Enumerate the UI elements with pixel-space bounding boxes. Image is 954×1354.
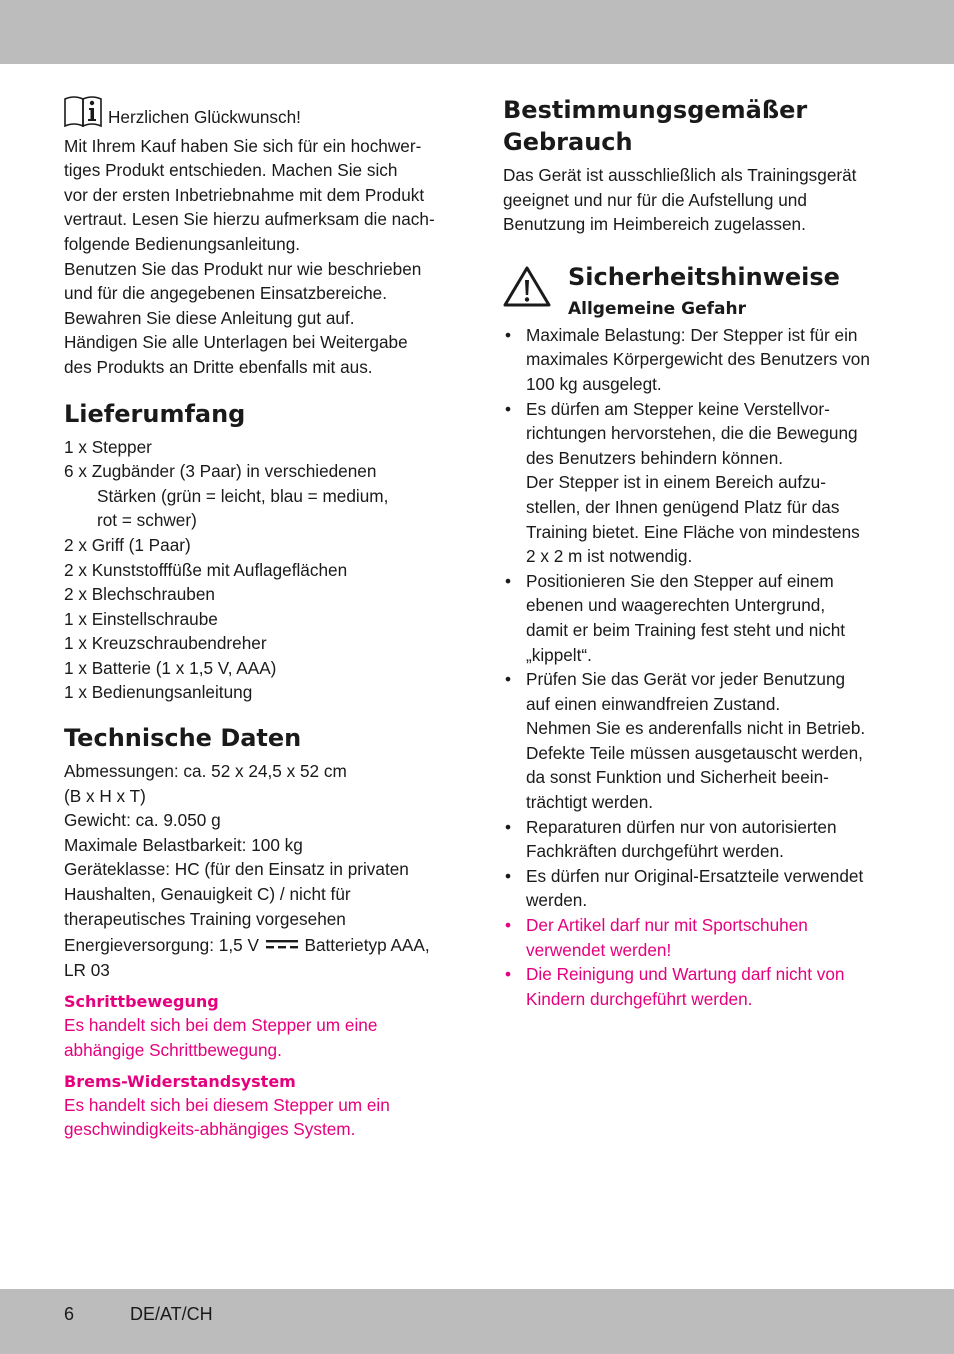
list-item: 2 x Kunststofffüße mit Auflageflächen <box>64 559 348 580</box>
intro-line: Bewahren Sie diese Anleitung gut auf. <box>64 307 355 328</box>
bullet-icon: • <box>505 570 512 591</box>
list-item: 2 x Griff (1 Paar) <box>64 534 191 555</box>
intro-line: tiges Produkt entschieden. Machen Sie sich <box>64 160 398 181</box>
safety-list <box>503 323 903 1012</box>
sicherheit-heading: Sicherheitshinweise <box>568 262 840 291</box>
list-item-line: Defekte Teile müssen ausgetauscht werden, <box>526 742 863 763</box>
schrittbewegung-heading: Schrittbewegung <box>64 992 219 1012</box>
list-item <box>503 397 903 569</box>
list-item-line: damit er beim Training fest steht und nicht <box>526 619 846 640</box>
list-item-line: „kippelt“. <box>526 644 592 665</box>
intro-line: Herzlichen Glückwunsch! <box>64 95 454 134</box>
list-item-line: stellen, der Ihnen genügend Platz für das <box>526 496 840 517</box>
list-item: 6 x Zugbänder (3 Paar) in verschiedenen <box>64 461 377 482</box>
technische-daten-heading: Technische Daten <box>64 724 302 753</box>
spec-line: Energieversorgung: 1,5 V Batterietyp AAA, <box>64 931 454 958</box>
bestimmung-line: geeignet und nur für die Aufstellung und <box>503 189 807 210</box>
list-item-line: 100 kg ausgelegt. <box>526 373 662 394</box>
list-item-line: da sonst Funktion und Sicherheit beein- <box>526 767 829 788</box>
bestimmung-line: Das Gerät ist ausschließlich als Trainingsgerät <box>503 165 857 185</box>
list-item-line: verwendet werden! <box>526 939 672 960</box>
list-item: 1 x Kreuzschraubendreher <box>64 633 267 654</box>
spec-line: Abmessungen: ca. 52 x 24,5 x 52 cm <box>64 761 347 782</box>
right-column <box>503 94 903 1011</box>
brems-heading: Brems-Widerstandsystem <box>64 1071 296 1091</box>
list-item-line: Es dürfen am Stepper keine Verstellvor- <box>526 398 830 419</box>
list-item <box>503 962 903 1011</box>
bullet-icon: • <box>505 816 512 837</box>
brems-text: Es handelt sich bei diesem Stepper um ein <box>64 1094 390 1115</box>
list-item <box>503 913 903 962</box>
intro-line: vor der ersten Inbetriebnahme mit dem Produkt <box>64 184 425 205</box>
list-item-line: Positionieren Sie den Stepper auf einem <box>526 570 834 591</box>
bullet-icon: • <box>505 865 512 886</box>
intro-line: Benutzen Sie das Produkt nur wie beschrieben <box>64 258 422 279</box>
sicherheit-header <box>503 261 903 323</box>
list-item-line: Der Stepper ist in einem Bereich aufzu- <box>526 472 826 493</box>
schrittbewegung-text: Es handelt sich bei dem Stepper um eine <box>64 1015 378 1036</box>
schrittbewegung-text: abhängige Schrittbewegung. <box>64 1040 282 1060</box>
dc-voltage-symbol <box>266 931 298 956</box>
lieferumfang-heading: Lieferumfang <box>64 399 246 428</box>
info-icon <box>64 95 102 134</box>
list-item-line: Der Artikel darf nur mit Sportschuhen <box>526 915 808 936</box>
list-item-line: des Benutzers behindern können. <box>526 447 784 468</box>
list-item: 1 x Bedienungsanleitung <box>64 682 253 703</box>
warning-icon <box>503 265 551 314</box>
list-item-line: richtungen hervorstehen, die die Bewegung <box>526 423 858 444</box>
top-bar <box>0 0 954 64</box>
list-item-line: maximales Körpergewicht des Benutzers von <box>526 349 870 370</box>
list-item-line: Kindern durchgeführt werden. <box>526 988 753 1009</box>
spec-line: therapeutisches Training vorgesehen <box>64 908 346 929</box>
intro-line: des Produkts an Dritte ebenfalls mit aus. <box>64 356 373 377</box>
brems-text: geschwindigkeits-abhängiges System. <box>64 1119 356 1140</box>
list-item <box>503 323 903 397</box>
intro-line: vertraut. Lesen Sie hierzu aufmerksam die nach- <box>64 209 435 230</box>
list-item-line: Es dürfen nur Original-Ersatzteile verwendet <box>526 865 864 886</box>
intro-line: Händigen Sie alle Unterlagen bei Weitergabe <box>64 332 408 353</box>
list-item-line: Maximale Belastung: Der Stepper ist für ein <box>526 324 858 345</box>
list-item-line: Die Reinigung und Wartung darf nicht von <box>526 964 845 985</box>
bestimmung-heading: Bestimmungsgemäßer Gebrauch <box>503 96 808 156</box>
spec-line: Geräteklasse: HC (für den Einsatz in privaten <box>64 859 409 880</box>
list-item-line: ebenen und waagerechten Untergrund, <box>526 595 826 616</box>
bullet-icon: • <box>505 964 512 985</box>
spec-line: (B x H x T) <box>64 785 146 806</box>
list-item: Stärken (grün = leicht, blau = medium, <box>97 485 389 506</box>
bullet-icon: • <box>505 324 512 345</box>
list-item <box>503 569 903 667</box>
spec-line: Maximale Belastbarkeit: 100 kg <box>64 834 303 855</box>
list-item-line: Training bietet. Eine Fläche von mindestens <box>526 521 860 542</box>
list-item <box>503 815 903 864</box>
list-item: 1 x Stepper <box>64 436 152 457</box>
list-item-line: auf einen einwandfreien Zustand. <box>526 693 781 714</box>
page-number: 6 <box>64 1304 75 1324</box>
list-item-line: Prüfen Sie das Gerät vor jeder Benutzung <box>526 669 846 690</box>
intro-line: Mit Ihrem Kauf haben Sie sich für ein hochwer- <box>64 135 422 156</box>
intro-line: folgende Bedienungsanleitung. <box>64 233 301 254</box>
bullet-icon: • <box>505 398 512 419</box>
list-item: 1 x Einstellschraube <box>64 608 218 629</box>
list-item-line: Nehmen Sie es anderenfalls nicht in Betrieb. <box>526 718 866 739</box>
list-item-line: werden. <box>526 890 588 911</box>
list-item <box>503 864 903 913</box>
list-item: rot = schwer) <box>97 510 197 531</box>
spec-line: LR 03 <box>64 959 110 980</box>
allgemeine-gefahr-heading: Allgemeine Gefahr <box>568 298 746 319</box>
list-item: 2 x Blechschrauben <box>64 584 215 605</box>
list-item-line: Reparaturen dürfen nur von autorisierten <box>526 816 837 837</box>
list-item-line: Fachkräften durchgeführt werden. <box>526 841 784 862</box>
region-label: DE/AT/CH <box>130 1304 213 1324</box>
intro-line: und für die angegebenen Einsatzbereiche. <box>64 283 387 304</box>
list-item: 1 x Batterie (1 x 1,5 V, AAA) <box>64 657 277 678</box>
left-column <box>64 95 454 1142</box>
list-item <box>503 667 903 815</box>
spec-line: Gewicht: ca. 9.050 g <box>64 810 221 831</box>
list-item-line: trächtigt werden. <box>526 792 654 813</box>
spec-line: Haushalten, Genauigkeit C) / nicht für <box>64 884 351 905</box>
list-item-line: 2 x 2 m ist notwendig. <box>526 546 693 567</box>
bullet-icon: • <box>505 669 512 690</box>
bestimmung-line: Benutzung im Heimbereich zugelassen. <box>503 214 806 235</box>
bullet-icon: • <box>505 915 512 936</box>
